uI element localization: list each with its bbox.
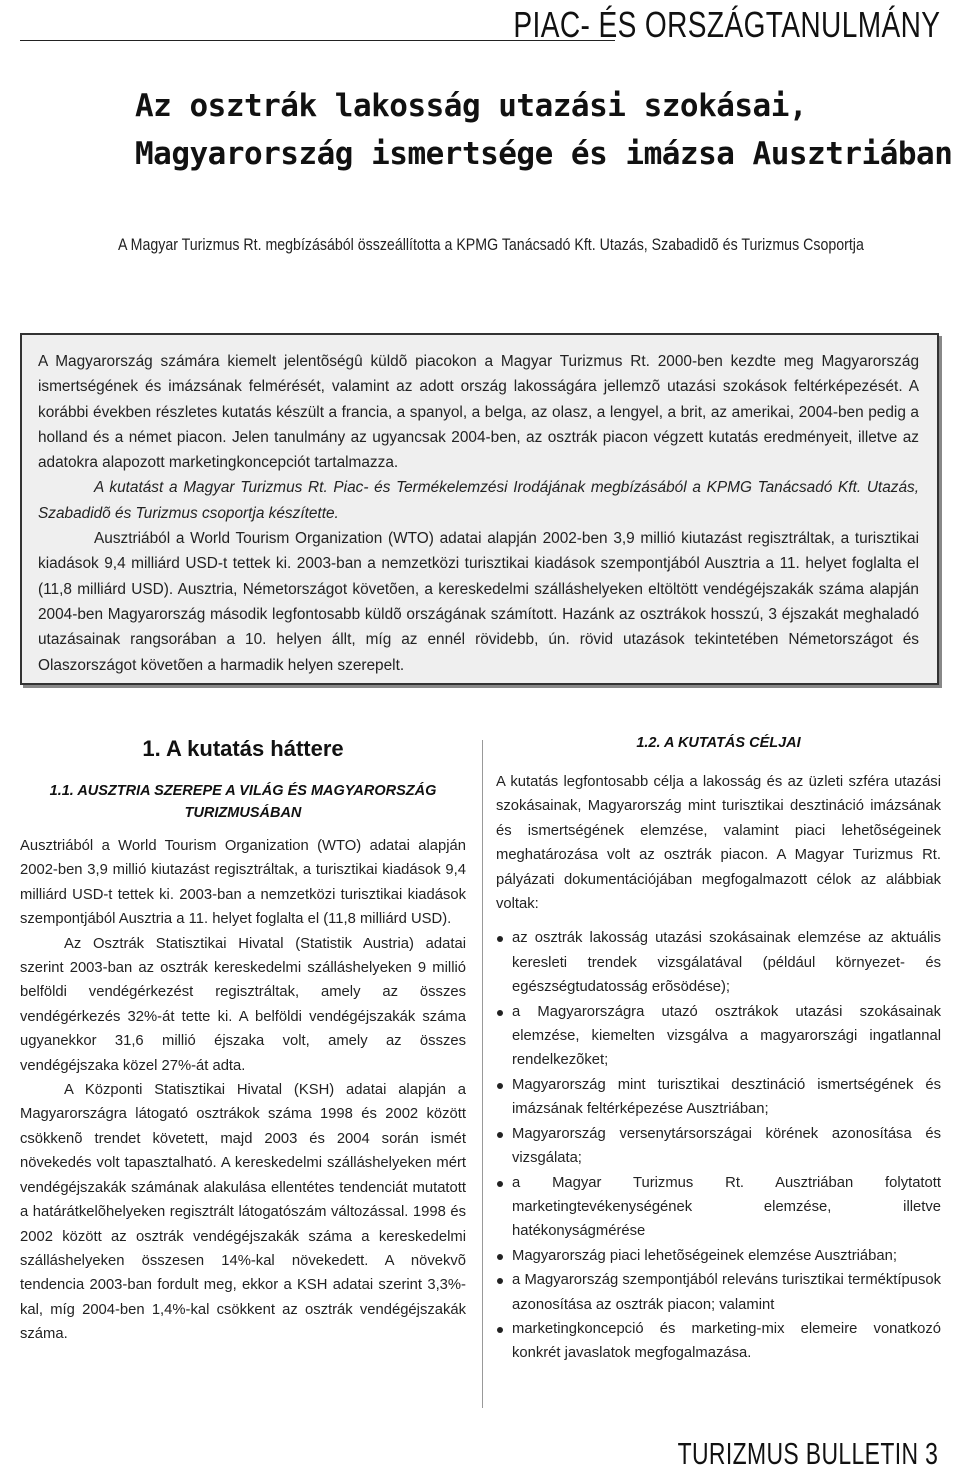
- section-heading: 1. A kutatás háttere: [142, 736, 344, 761]
- article-title-line-2: Magyarország ismertsége és imázsa Ausztriában: [135, 136, 953, 172]
- column-divider: [482, 740, 483, 1408]
- left-column: [20, 732, 466, 1347]
- footer-publication: TURIZMUS BULLETIN 3: [677, 1436, 938, 1471]
- subsection-heading: 1.1. AUSZTRIA SZEREPE A VILÁG ÉS MAGYARORSZÁG TURIZMUSÁBAN: [49, 783, 437, 821]
- goal-item: Magyarország mint turisztikai desztináció ismertségének és imázsának feltérképezése Ausztriában;: [512, 1073, 941, 1122]
- goals-heading: 1.2. A KUTATÁS CÉLJAI: [636, 735, 801, 751]
- article-title: [135, 82, 952, 178]
- goals-list: [496, 926, 941, 1365]
- goal-item: a Magyar Turizmus Rt. Ausztriában folytatott marketingtevékenységének elemzése, illetve hatékonyságmérése: [512, 1171, 941, 1244]
- goal-item: Magyarország piaci lehetõségeinek elemzése Ausztriában;: [512, 1244, 941, 1268]
- section-label: PIAC- ÉS ORSZÁGTANULMÁNY: [513, 4, 940, 45]
- left-paragraph-3: A Központi Statisztikai Hivatal (KSH) adatai alapján a Magyarországra látogató osztrákok száma 1998 és 2002 között csökkenõ trendet követett, majd 2003 és 2004 során ismét növekedés volt tapasztalható. A kereskedelmi szálláshelyeken mért vendégéjszakák számának alakulása ellentétes tendenciát mutatott a határátkelõhelyeken regisztrált látogatószám változással. 1998 és 2002 között az osztrák vendégéjszakák száma a kereskedelmi szálláshelyeken összesen 14%-kal növekedett. A növekvõ tendencia 2003-ban fordult meg, ekkor a KSH adatai szerint 3,3%-kal, míg 2004-ben 1,4%-kal csökkent az osztrák vendégéjszakák száma.: [20, 1082, 466, 1343]
- goals-intro: A kutatás legfontosabb célja a lakosság és az üzleti szféra utazási szokásainak, Magyarország mint turisztikai desztináció imázsának és ismertségének elemzése, valamint piaci lehetõségeinek meghatározása volt az osztrák piacon. A Magyar Turizmus Rt. pályázati dokumentációjában megfogalmazott célok az alábbiak voltak:: [496, 774, 941, 913]
- byline: A Magyar Turizmus Rt. megbízásából összeállította a KPMG Tanácsadó Kft. Utazás, Szabadidõ és Turizmus Csoportja: [118, 236, 864, 254]
- goal-item: Magyarország versenytársországai körének azonosítása és vizsgálata;: [512, 1122, 941, 1171]
- goal-item: a Magyarországra utazó osztrákok utazási szokásainak elemzése, kiemelten vizsgálva a magyarországi ingatlannal rendelkezõket;: [512, 1000, 941, 1073]
- abstract-paragraph-3: Ausztriából a World Tourism Organization (WTO) adatai alapján 2002-ben 3,9 millió kiutazást regisztráltak, a turisztikai kiadások 9,4 milliárd USD-t tettek ki. 2003-ban a nemzetközi turisztikai kiadások szempontjából Ausztria a 11. helyet foglalta el (11,8 milliárd USD). Ausztria, Németországot követõen, a kereskedelmi szálláshelyeken eltöltött vendégéjszakák száma alapján 2004-ben Magyarország második legfontosabb küldõ országának számított. Hazánk az osztrákok hosszú, 3 éjszakát meghaladó utazásainak rangsorában a 10. helyen állt, míg az ennél rövidebb, ún. rövid utazások tekintetében Németországot és Olaszországot követõen a harmadik helyen szerepelt.: [38, 530, 919, 674]
- right-column: [496, 732, 941, 1366]
- left-paragraph-1: Ausztriából a World Tourism Organization (WTO) adatai alapján 2002-ben 3,9 millió kiutazást regisztráltak, a turisztikai kiadások 9,4 milliárd USD-t tettek ki. 2003-ban a nemzetközi turisztikai kiadások szempontjából Ausztria a 11. helyet foglalta el (11,8 milliárd USD).: [20, 838, 466, 928]
- goal-item: az osztrák lakosság utazási szokásainak elemzése az aktuális keresleti trendek vizsgálatával (például környezet- és egészségtudatosság erõsödése);: [512, 926, 941, 999]
- abstract-paragraph-2: A kutatást a Magyar Turizmus Rt. Piac- és Termékelemzési Irodájának megbízásából a KPMG Tanácsadó Kft. Utazás, Szabadidõ és Turizmus csoportja készítette.: [38, 479, 919, 522]
- abstract-paragraph-1: A Magyarország számára kiemelt jelentõségû küldõ piacokon a Magyar Turizmus Rt. 2000-ben kezdte meg Magyarország ismertségének és imázsának felmérését, valamint az adott ország lakosságára jellemzõ utazási szokások feltérképezését. A korábbi években részletes kutatás készült a francia, a spanyol, a belga, az olasz, a lengyel, a brit, az amerikai, 2004-ben pedig a holland és a német piacon. Jelen tanulmány az ugyancsak 2004-ben, az osztrák piacon végzett kutatás eredményeit, illetve az adatokra alapozott marketingkoncepciót tartalmazza.: [38, 353, 919, 472]
- goal-item: marketingkoncepció és marketing-mix elemeire vonatkozó konkrét javaslatok megfogalmazása.: [512, 1317, 941, 1366]
- abstract-box: [20, 333, 939, 685]
- article-title-line-1: Az osztrák lakosság utazási szokásai,: [135, 88, 808, 124]
- goal-item: a Magyarország szempontjából releváns turisztikai terméktípusok azonosítása az osztrák piacon; valamint: [512, 1268, 941, 1317]
- left-paragraph-2: Az Osztrák Statisztikai Hivatal (Statistik Austria) adatai szerint 2003-ban az osztrák kereskedelmi szálláshelyeken 9 millió belföldi vendégérkezést regisztráltak, amely az összes vendégérkezés 32%-át tette ki. A belföldi vendégéjszakák száma ugyanekkor 31,6 millió éjszaka volt, amely az összes vendégéjszaka közel 27%-át adta.: [20, 935, 466, 1074]
